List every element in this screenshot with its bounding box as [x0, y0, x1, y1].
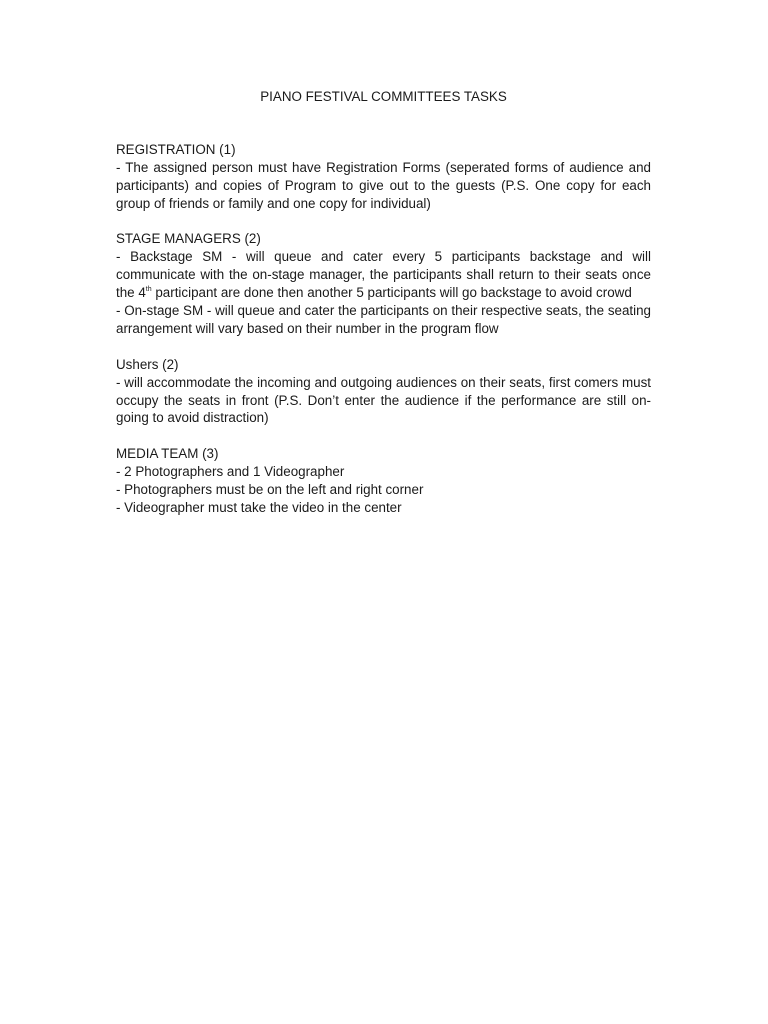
- section-stage-managers: [116, 230, 651, 337]
- section-heading-media-team: MEDIA TEAM (3): [116, 446, 219, 462]
- document-title: PIANO FESTIVAL COMMITTEES TASKS: [260, 89, 507, 104]
- ordinal-superscript: th: [145, 286, 152, 294]
- section-ushers: [116, 356, 651, 428]
- section-registration: [116, 141, 651, 213]
- registration-paragraph: - The assigned person must have Registration Forms (seperated forms of audience and participants) and copies of Program to give out to the guests (P.S. One copy for each group of friends or family and one copy for individual): [116, 159, 651, 211]
- onstage-sm-paragraph: - On-stage SM - will queue and cater the participants on their respective seats, the seating arrangement will vary based on their number in the program flow: [116, 303, 651, 336]
- media-team-line: - 2 Photographers and 1 Videographer: [116, 464, 345, 480]
- section-heading-stage-managers: STAGE MANAGERS (2): [116, 231, 261, 247]
- media-team-line: - Photographers must be on the left and right corner: [116, 482, 424, 498]
- backstage-sm-text-start: - Backstage SM - will queue and cater every 5 participants backstage and will communicate with the on-stage manager, the participants shall return to their seats once the 4: [116, 249, 651, 301]
- backstage-sm-text-end: participant are done then another 5 participants will go backstage to avoid crowd: [151, 285, 632, 301]
- document-body: [116, 88, 651, 535]
- section-heading-registration: REGISTRATION (1): [116, 141, 236, 157]
- backstage-sm-paragraph: [116, 248, 651, 302]
- media-team-line: - Videographer must take the video in the center: [116, 499, 402, 515]
- ushers-paragraph: - will accommodate the incoming and outgoing audiences on their seats, first comers must occupy the seats in front (P.S. Don’t enter the audience if the performance are still on-going to avoid distraction): [116, 374, 651, 426]
- section-media-team: [116, 445, 651, 517]
- section-heading-ushers: Ushers (2): [116, 356, 179, 372]
